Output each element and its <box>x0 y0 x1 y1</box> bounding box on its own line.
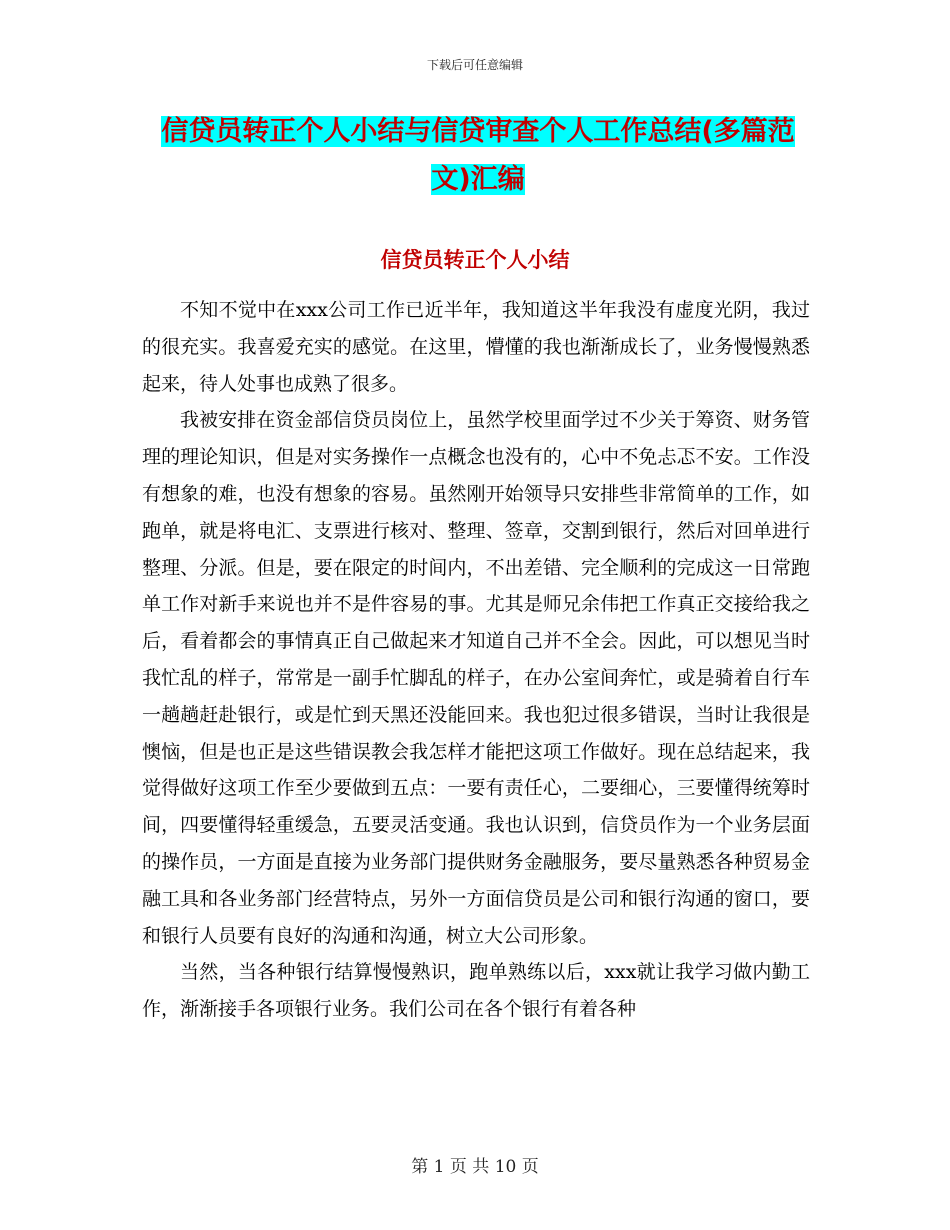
section-title: 信贷员转正个人小结 <box>380 248 570 272</box>
paragraph: 当然，当各种银行结算慢慢熟识，跑单熟练以后，xxx就让我学习做内勤工作，渐渐接手各项银行业务。我们公司在各个银行有着各种 <box>142 961 810 1021</box>
document-title <box>143 108 813 204</box>
document-title-text: 信贷员转正个人小结与信贷审查个人工作总结(多篇范文)汇编 <box>161 116 795 195</box>
page-header-note: 下载后可任意编辑 <box>426 58 523 72</box>
paragraph: 我被安排在资金部信贷员岗位上，虽然学校里面学过不少关于筹资、财务管理的理论知识，但是对实务操作一点概念也没有的，心中不免忐忑不安。工作没有想象的难，也没有想象的容易。虽然刚开始领导只安排些非常简单的工作，如跑单，就是将电汇、支票进行核对、整理、签章，交割到银行，然后对回单进行整理、分派。但是，要在限定的时间内，不出差错、完全顺利的完成这一日常跑单工作对新手来说也并不是件容易的事。尤其是师兄余伟把工作真正交接给我之后，看着都会的事情真正自己做起来才知道自己并不全会。因此，可以想见当时我忙乱的样子，常常是一副手忙脚乱的样子，在办公室间奔忙，或是骑着自行车一趟趟赶赴银行，或是忙到天黑还没能回来。我也犯过很多错误，当时让我很是懊恼，但是也正是这些错误教会我怎样才能把这项工作做好。现在总结起来，我觉得做好这项工作至少要做到五点：一要有责任心，二要细心，三要懂得统筹时间，四要懂得轻重缓急，五要灵活变通。我也认识到，信贷员作为一个业务层面的操作员，一方面是直接为业务部门提供财务金融服务，要尽量熟悉各种贸易金融工具和各业务部门经营特点，另外一方面信贷员是公司和银行沟通的窗口，要和银行人员要有良好的沟通和沟通，树立大公司形象。 <box>142 409 810 947</box>
paragraph: 不知不觉中在xxx公司工作已近半年，我知道这半年我没有虚度光阴，我过的很充实。我喜爱充实的感觉。在这里，懵懂的我也渐渐成长了，业务慢慢熟悉起来，待人处事也成熟了很多。 <box>142 299 810 395</box>
document-body <box>142 292 810 1028</box>
page-footer: 第 1 页 共 10 页 <box>411 1157 539 1177</box>
